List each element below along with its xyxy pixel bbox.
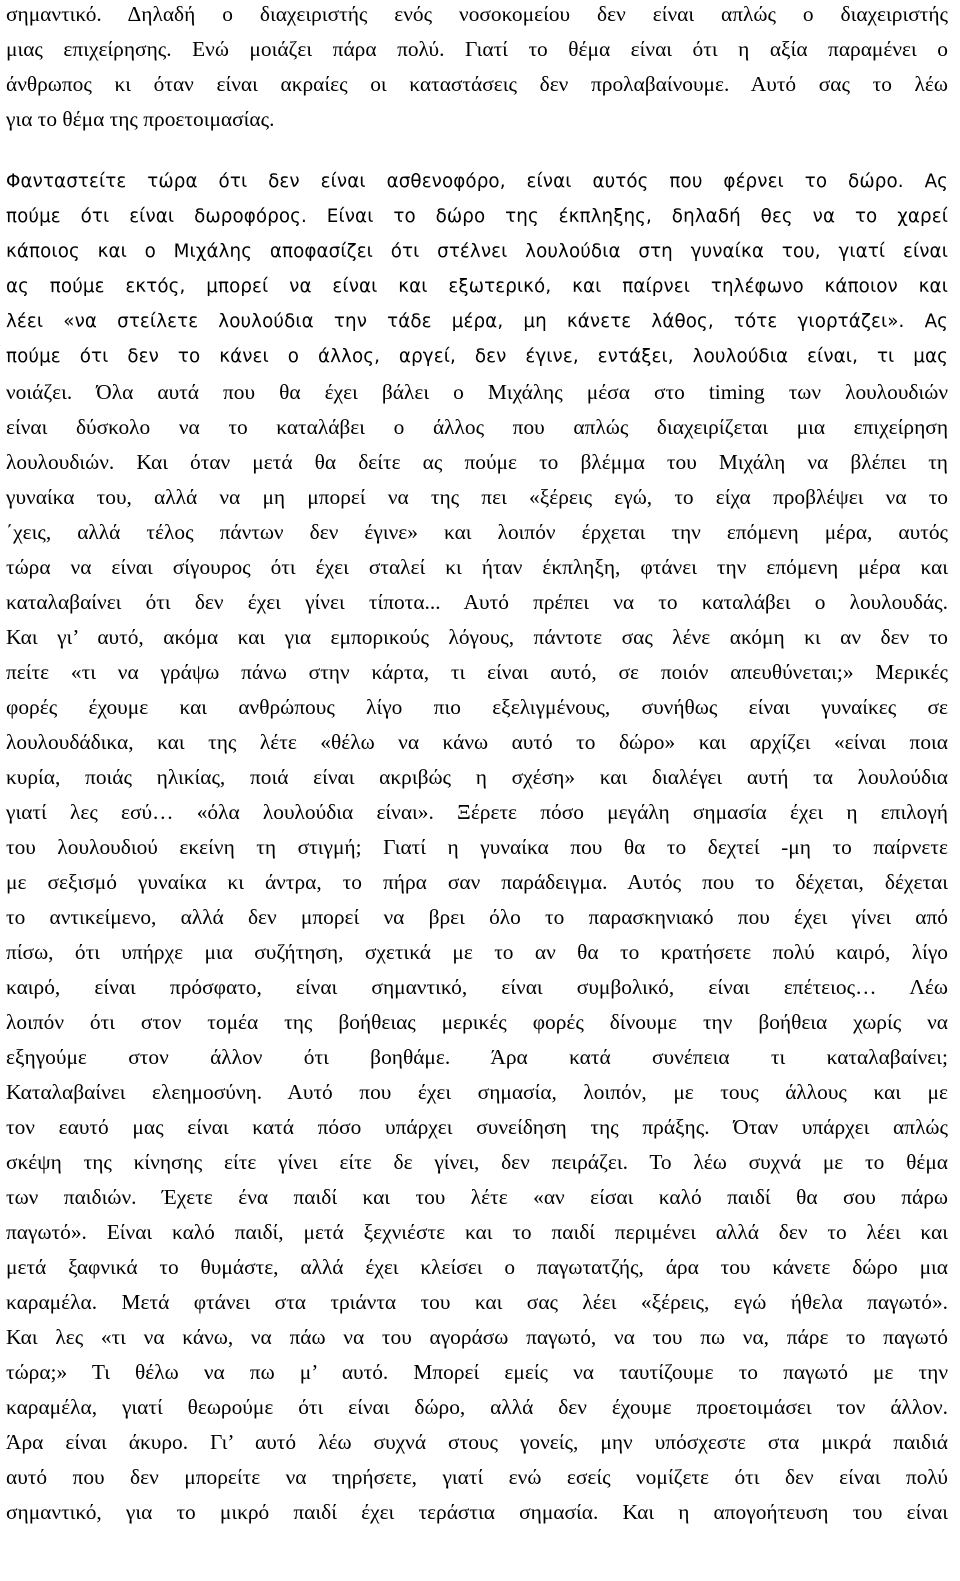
text-line: τώρα;» Τι θέλω να πω μ’ αυτό. Μπορεί εμείς να ταυτίζουμε το παγωτό με την	[6, 1360, 948, 1384]
text-line: γυναίκα του, αλλά να μη μπορεί να της πει «ξέρεις εγώ, το είχα προβλέψει να το	[6, 485, 948, 509]
text-line: Φανταστείτε τώρα ότι δεν είναι ασθενοφόρο, είναι αυτός που φέρνει το δώρο. Ας	[6, 171, 948, 192]
text-line: τον εαυτό μας είναι κατά πόσο υπάρχει συνείδηση της πράξης. Όταν υπάρχει απλώς	[6, 1115, 948, 1139]
text-line: λοιπόν ότι στον τομέα της βοήθειας μερικές φορές δίνουμε την βοήθεια χωρίς να	[6, 1010, 948, 1034]
text-line: Καταλαβαίνει ελεημοσύνη. Αυτό που έχει σημασία, λοιπόν, με τους άλλους και με	[6, 1080, 948, 1104]
text-line: των παιδιών. Έχετε ένα παιδί και του λέτε «αν είσαι καλό παιδί θα σου πάρω	[6, 1185, 948, 1209]
text-line: νοιάζει. Όλα αυτά που θα έχει βάλει ο Μιχάλης μέσα στο timing των λουλουδιών	[6, 380, 948, 404]
text-line: καιρό, είναι πρόσφατο, είναι σημαντικό, είναι συμβολικό, είναι επέτειος… Λέω	[6, 975, 948, 999]
text-line: παγωτό». Είναι καλό παιδί, μετά ξεχνιέστε και το παιδί περιμένει αλλά δεν το λέει και	[6, 1220, 948, 1244]
text-line: καραμέλα. Μετά φτάνει στα τριάντα του και σας λέει «ξέρεις, εγώ ήθελα παγωτό».	[6, 1290, 948, 1314]
text-line: Και λες «τι να κάνω, να πάω να του αγοράσω παγωτό, να του πω να, πάρε το παγωτό	[6, 1325, 948, 1349]
text-line: Και γι’ αυτό, ακόμα και για εμπορικούς λόγους, πάντοτε σας λένε ακόμη κι αν δεν το	[6, 625, 948, 649]
text-line: πούμε ότι είναι δωροφόρος. Είναι το δώρο της έκπληξης, δηλαδή θες να το χαρεί	[6, 206, 948, 227]
text-line: το αντικείμενο, αλλά δεν μπορεί να βρει όλο το παρασκηνιακό που έχει γίνει από	[6, 905, 948, 929]
text-line: είναι δύσκολο να το καταλάβει ο άλλος που απλώς διαχειρίζεται μια επιχείρηση	[6, 415, 948, 439]
text-line: λέει «να στείλετε λουλούδια την τάδε μέρα, μη κάνετε λάθος, τότε γιορτάζει». Ας	[6, 311, 948, 332]
text-line: σημαντικό, για το μικρό παιδί έχει τεράστια σημασία. Και η απογοήτευση του είναι	[6, 1500, 948, 1524]
text-line: εξηγούμε στον άλλον ότι βοηθάμε. Άρα κατά συνέπεια τι καταλαβαίνει;	[6, 1045, 948, 1069]
text-line: ας πούμε εκτός, μπορεί να είναι και εξωτερικό, και παίρνει τηλέφωνο κάποιον και	[6, 276, 948, 297]
text-line: ΄χεις, αλλά τέλος πάντων δεν έγινε» και λοιπόν έρχεται την επόμενη μέρα, αυτός	[6, 520, 948, 544]
text-line: του λουλουδιού εκείνη τη στιγμή; Γιατί η γυναίκα που θα το δεχτεί -μη το παίρνετε	[6, 835, 948, 859]
text-line: για το θέμα της προετοιμασίας.	[6, 107, 275, 131]
text-line: λουλουδάδικα, και της λέτε «θέλω να κάνω αυτό το δώρο» και αρχίζει «είναι ποια	[6, 730, 948, 754]
text-line: πίσω, ότι υπήρχε μια συζήτηση, σχετικά με το αν θα το κρατήσετε πολύ καιρό, λίγο	[6, 940, 948, 964]
text-line: τώρα να είναι σίγουρος ότι έχει σταλεί κι ήταν έκπληξη, φτάνει την επόμενη μέρα και	[6, 555, 948, 579]
text-line: πείτε «τι να γράψω πάνω στην κάρτα, τι είναι αυτό, σε ποιόν απευθύνεται;» Μερικές	[6, 660, 948, 684]
text-line: γιατί λες εσύ… «όλα λουλούδια είναι». Ξέρετε πόσο μεγάλη σημασία έχει η επιλογή	[6, 800, 948, 824]
text-line: κυρία, ποιάς ηλικίας, ποιά είναι ακριβώς η σχέση» και διαλέγει αυτή τα λουλούδια	[6, 765, 948, 789]
text-line: κάποιος και ο Μιχάλης αποφασίζει ότι στέλνει λουλούδια στη γυναίκα του, γιατί είναι	[6, 241, 948, 262]
text-line: με σεξισμό γυναίκα κι άντρα, το πήρα σαν παράδειγμα. Αυτός που το δέχεται, δέχεται	[6, 870, 948, 894]
text-line: καταλαβαίνει ότι δεν έχει γίνει τίποτα... Αυτό πρέπει να το καταλάβει ο λουλουδάς.	[6, 590, 948, 614]
text-line: Άρα είναι άκυρο. Γι’ αυτό λέω συχνά στους γονείς, μην υπόσχεστε στα μικρά παιδιά	[6, 1430, 948, 1454]
text-line: άνθρωπος κι όταν είναι ακραίες οι καταστάσεις δεν προλαβαίνουμε. Αυτό σας το λέω	[6, 72, 948, 96]
text-line: καραμέλα, γιατί θεωρούμε ότι είναι δώρο, αλλά δεν έχουμε προετοιμάσει τον άλλον.	[6, 1395, 948, 1419]
text-line: μιας επιχείρησης. Ενώ μοιάζει πάρα πολύ. Γιατί το θέμα είναι ότι η αξία παραμένει ο	[6, 37, 948, 61]
text-line: λουλουδιών. Και όταν μετά θα δείτε ας πούμε το βλέμμα του Μιχάλη να βλέπει τη	[6, 450, 948, 474]
text-line: φορές έχουμε και ανθρώπους λίγο πιο εξελιγμένους, συνήθως είναι γυναίκες σε	[6, 695, 948, 719]
text-line: αυτό που δεν μπορείτε να τηρήσετε, γιατί ενώ εσείς νομίζετε ότι δεν είναι πολύ	[6, 1465, 948, 1489]
text-line: σκέψη της κίνησης είτε γίνει είτε δε γίνει, δεν πειράζει. Το λέω συχνά με το θέμα	[6, 1150, 948, 1174]
text-line: πούμε ότι δεν το κάνει ο άλλος, αργεί, δεν έγινε, εντάξει, λουλούδια είναι, τι μας	[6, 346, 948, 367]
text-line: μετά ξαφνικά το θυμάστε, αλλά έχει κλείσει ο παγωτατζής, άρα του κάνετε δώρο μια	[6, 1255, 948, 1279]
text-line: σημαντικό. Δηλαδή ο διαχειριστής ενός νοσοκομείου δεν είναι απλώς ο διαχειριστής	[6, 2, 948, 26]
